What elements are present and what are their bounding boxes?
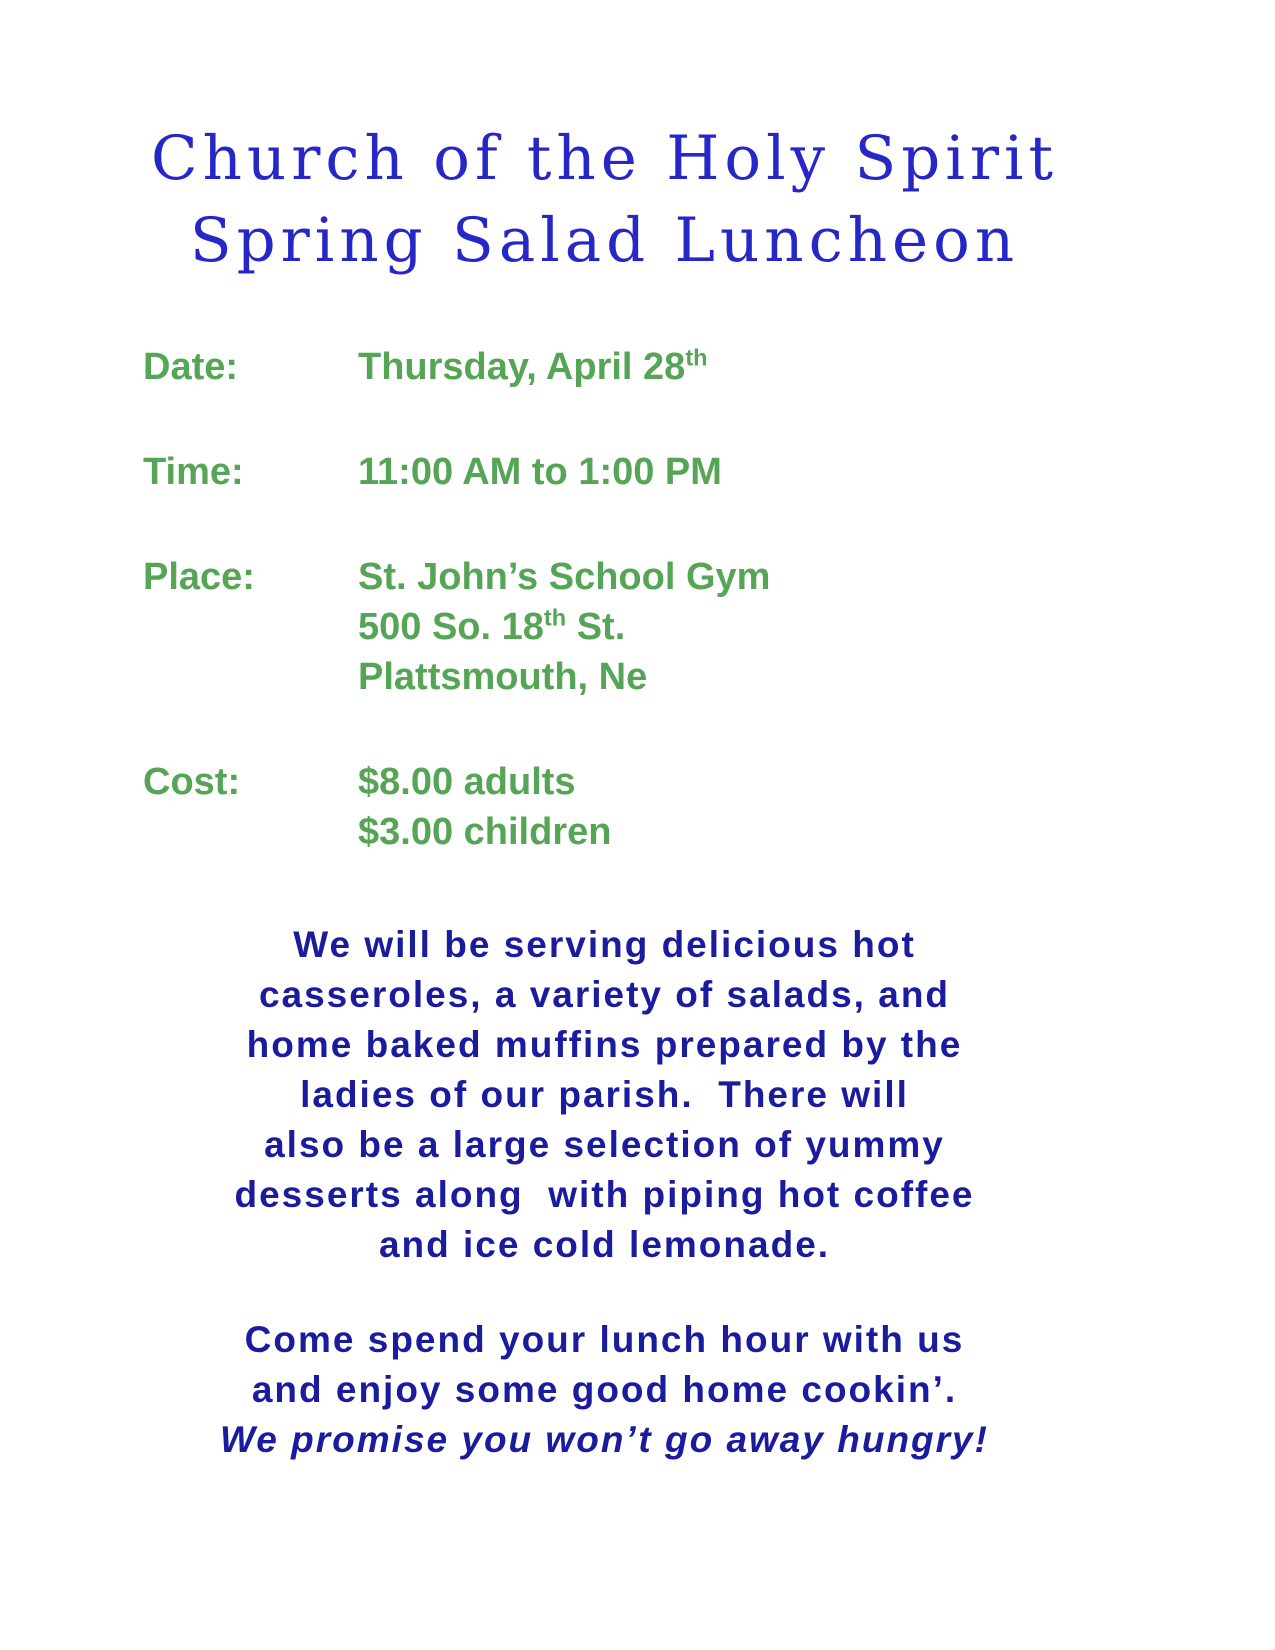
date-value-line [358, 342, 708, 392]
time-label: Time: [143, 451, 244, 493]
date-text: Thursday, April 28 [358, 346, 686, 388]
paragraph1-line-7: and ice cold lemonade. [378, 1224, 831, 1265]
place-value [358, 552, 770, 702]
detail-row-cost [143, 757, 1209, 857]
date-value [358, 342, 708, 392]
detail-row-place [143, 552, 1209, 702]
time-value [358, 447, 722, 497]
place-value-line-2 [358, 602, 770, 652]
paragraph1-line-5: also be a large selection of yummy [264, 1124, 945, 1165]
cost-value [358, 757, 611, 857]
paragraph2-line-1: Come spend your lunch hour with us [244, 1319, 965, 1360]
body-paragraph-1 [0, 920, 1209, 1270]
cost-label: Cost: [143, 761, 241, 803]
place-label: Place: [143, 556, 255, 598]
place-street-number: 500 So. 18 [358, 606, 544, 648]
place-value-line-1: St. John’s School Gym [358, 556, 771, 598]
cost-value-line-1: $8.00 adults [358, 761, 576, 803]
paragraph1-line-6: desserts along with piping hot coffee [234, 1174, 975, 1215]
date-label: Date: [143, 346, 239, 388]
paragraph2-line-3-italic: We promise you won’t go away hungry! [220, 1419, 989, 1460]
place-value-line-3: Plattsmouth, Ne [358, 656, 648, 698]
paragraph1-line-1: We will be serving delicious hot [293, 924, 916, 965]
date-superscript: th [685, 344, 708, 371]
place-superscript: th [543, 604, 567, 631]
paragraph1-line-3: home baked muffins prepared by the [246, 1024, 963, 1065]
detail-row-date [143, 342, 1209, 392]
paragraph1-line-4: ladies of our parish. There will [300, 1074, 909, 1115]
cost-value-line-2: $3.00 children [358, 811, 612, 853]
place-street-suffix: St. [566, 606, 626, 648]
event-details [143, 342, 1209, 857]
title-line-1: Church of the Holy Spirit [150, 123, 1059, 194]
title-line-2: Spring Salad Luncheon [189, 205, 1020, 276]
body-paragraph-2 [0, 1315, 1209, 1465]
paragraph2-line-2: and enjoy some good home cookin’. [251, 1369, 958, 1410]
time-value-line: 11:00 AM to 1:00 PM [358, 451, 722, 493]
detail-row-time [143, 447, 1209, 497]
flyer-title [0, 0, 1209, 282]
paragraph1-line-2: casseroles, a variety of salads, and [258, 974, 951, 1015]
